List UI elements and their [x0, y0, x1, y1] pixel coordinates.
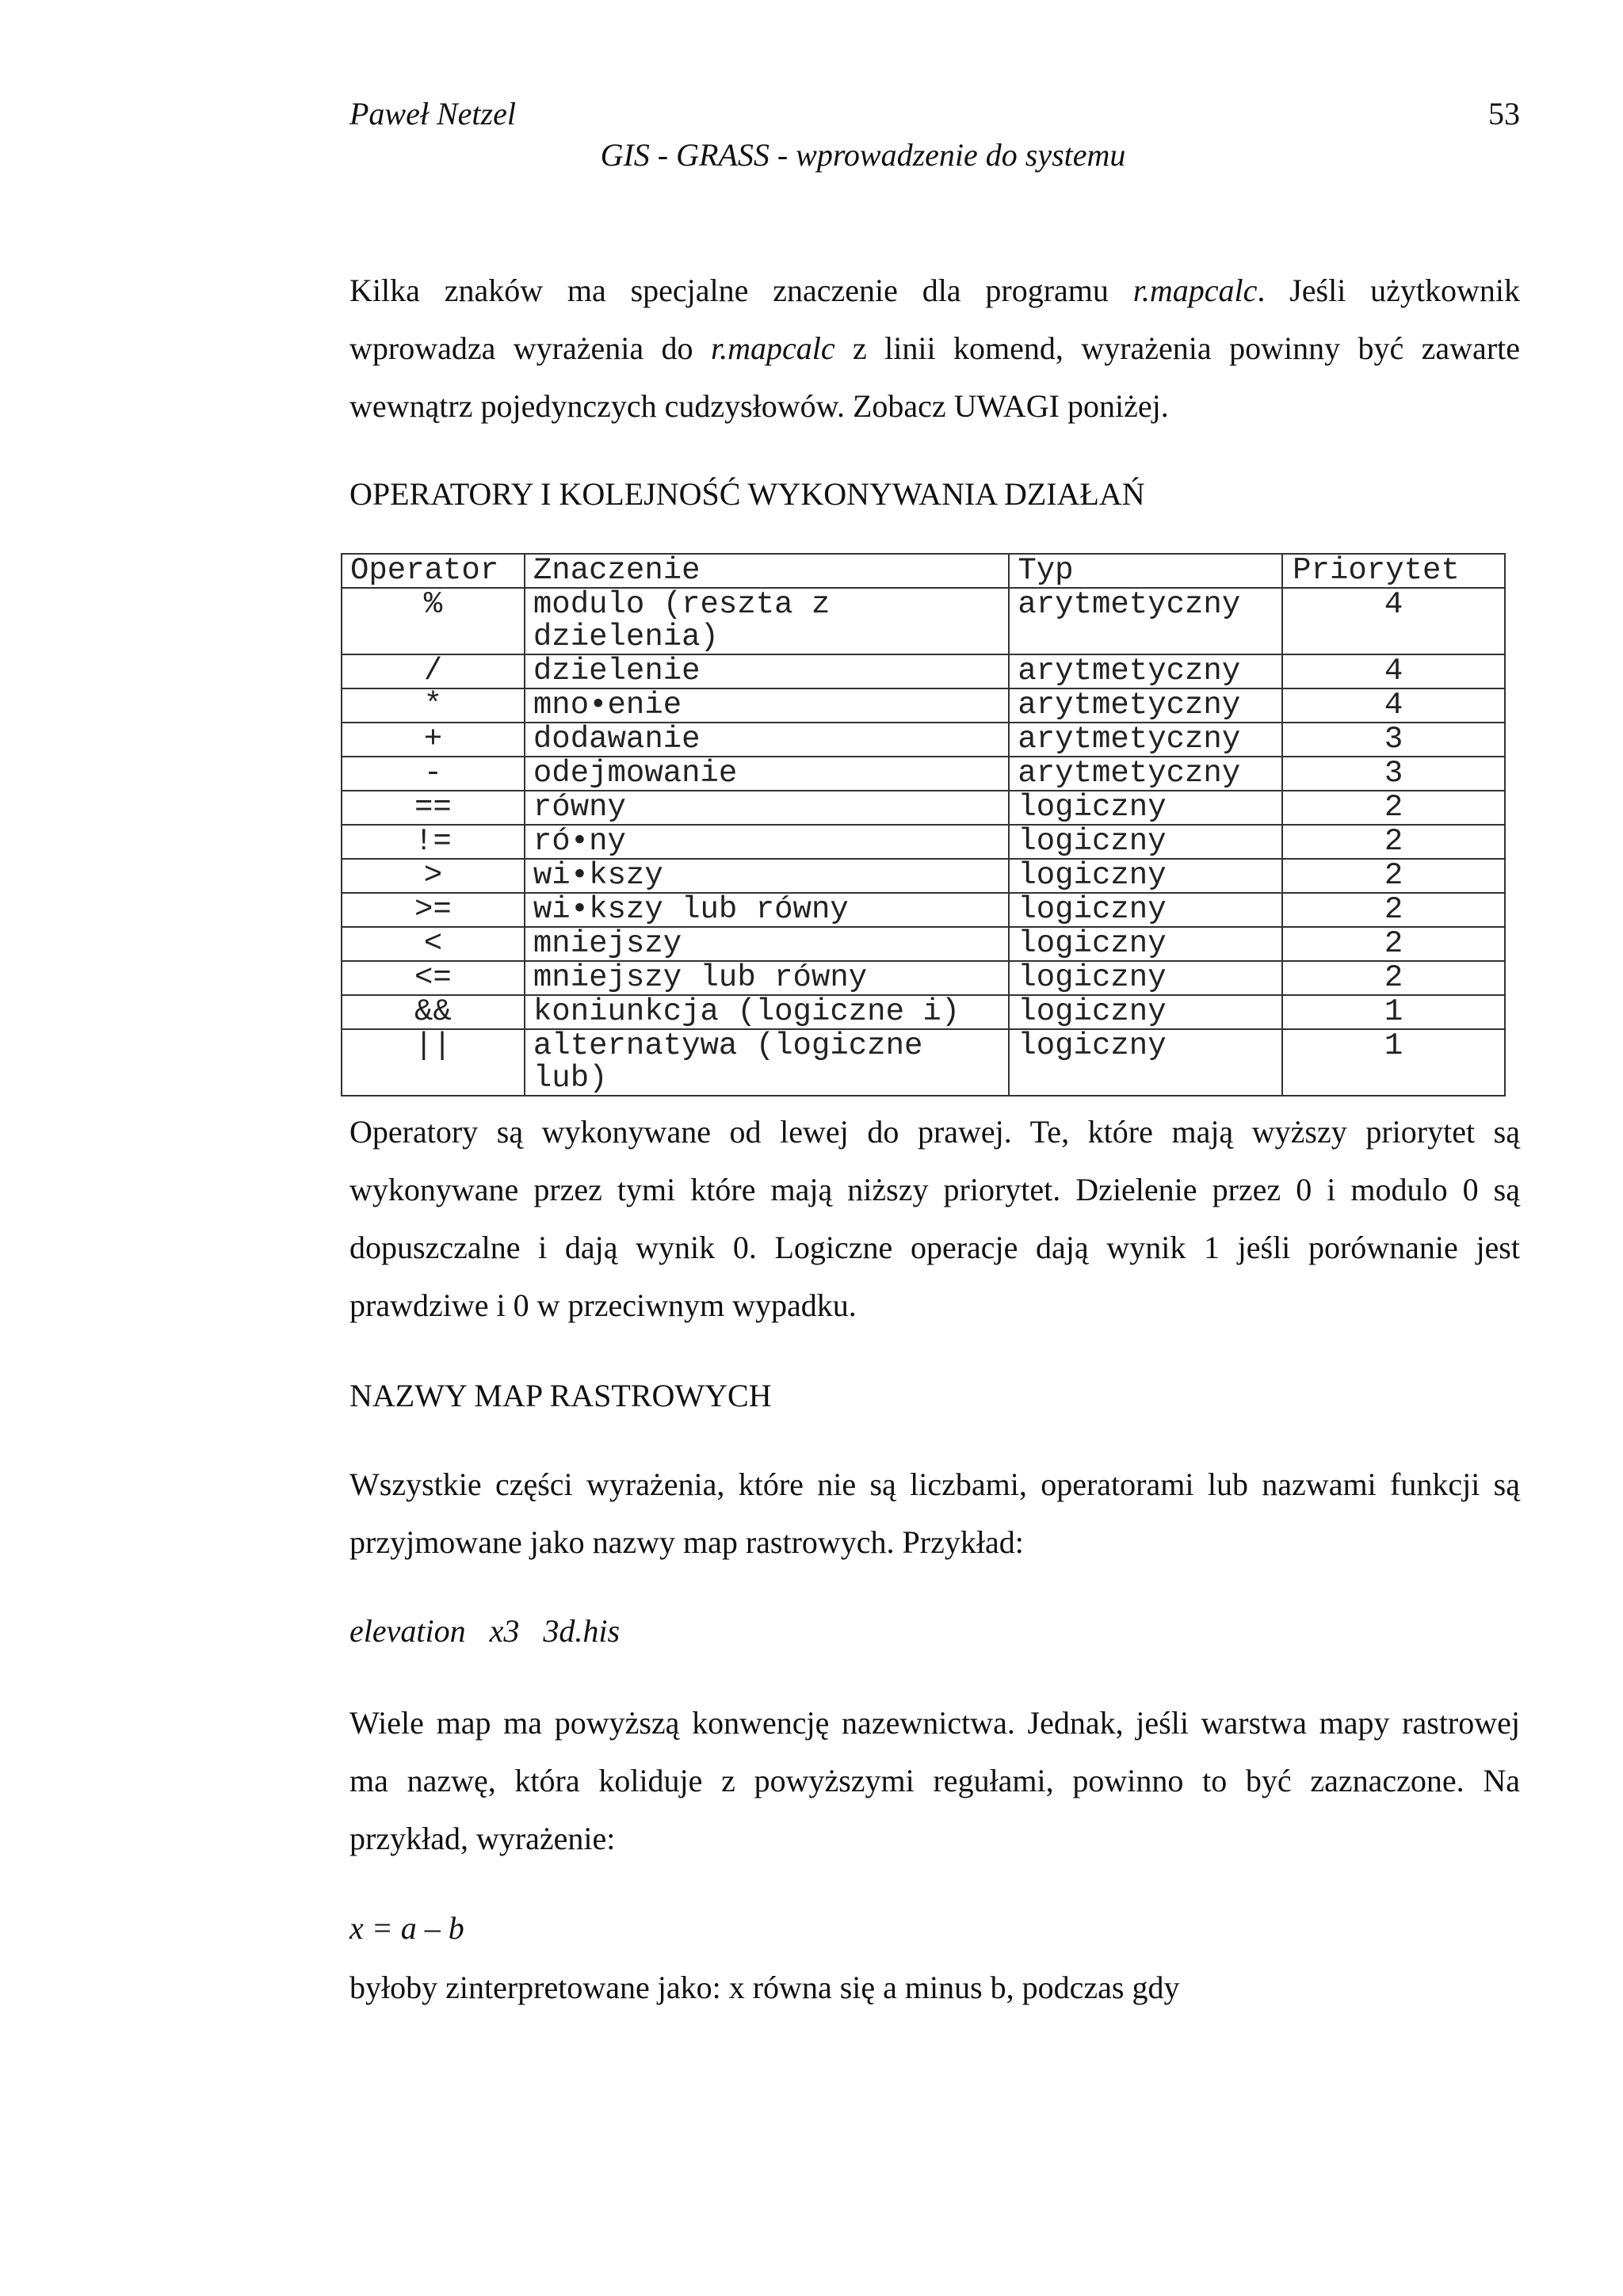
type-cell: arytmetyczny — [1009, 588, 1282, 654]
priority-cell: 2 — [1282, 961, 1505, 995]
raster-example: elevation x3 3d.his — [349, 1613, 621, 1649]
meaning-cell: ró•ny — [525, 825, 1009, 859]
meaning-cell: modulo (reszta z dzielenia) — [525, 588, 1009, 654]
naming-paragraph: Wiele map ma powyższą konwencję nazewnictwa. Jednak, jeśli warstwa mapy rastrowej ma nazwę, która koliduje z powyższymi regułami, powinno to być zaznaczone. Na przykład, wyrażenie: — [349, 1705, 1520, 1856]
meaning-cell: mniejszy lub równy — [525, 961, 1009, 995]
operator-cell: || — [342, 1029, 525, 1096]
section-heading-operators: OPERATORY I KOLEJNOŚĆ WYKONYWANIA DZIAŁAŃ — [349, 476, 1145, 512]
operator-cell: == — [342, 791, 525, 825]
header-title: GIS - GRASS - wprowadzenie do systemu — [600, 137, 1126, 173]
priority-cell: 2 — [1282, 893, 1505, 927]
intro-text-1: Kilka znaków ma specjalne znaczenie dla programu — [349, 273, 1133, 308]
type-cell: arytmetyczny — [1009, 688, 1282, 723]
type-cell: logiczny — [1009, 825, 1282, 859]
priority-cell: 4 — [1282, 588, 1505, 654]
meaning-cell: odejmowanie — [525, 757, 1009, 791]
intro-text-2: . Jeśli użytkownik wprowadza wyrażenia do — [349, 273, 1521, 366]
table-row — [342, 791, 1505, 825]
type-cell: logiczny — [1009, 927, 1282, 961]
operator-cell: && — [342, 995, 525, 1029]
table-row — [342, 825, 1505, 859]
type-cell: logiczny — [1009, 893, 1282, 927]
section-heading-raster-names: NAZWY MAP RASTROWYCH — [349, 1378, 772, 1413]
operators-paragraph: Operatory są wykonywane od lewej do prawej. Te, które mają wyższy priorytet są wykonywane przez tymi które mają niższy priorytet. Dzielenie przez 0 i modulo 0 są dopuszczalne i dają wynik 0. Logiczne operacje dają wynik 1 jeśli porównanie jest prawdziwe i 0 w przeciwnym wypadku. — [349, 1114, 1520, 1323]
priority-cell: 2 — [1282, 791, 1505, 825]
type-cell: logiczny — [1009, 1029, 1282, 1096]
meaning-cell: równy — [525, 791, 1009, 825]
raster-names-paragraph: Wszystkie części wyrażenia, które nie są liczbami, operatorami lub nazwami funkcji są przyjmowane jako nazwy map rastrowych. Przykład: — [349, 1466, 1520, 1560]
intro-command-1: r.mapcalc — [1132, 273, 1258, 308]
table-row — [342, 995, 1505, 1029]
operator-cell: != — [342, 825, 525, 859]
column-header-operator: Operator — [342, 554, 525, 588]
priority-cell: 1 — [1282, 995, 1505, 1029]
type-cell: logiczny — [1009, 859, 1282, 893]
table-header-row — [342, 554, 1505, 588]
operator-cell: > — [342, 859, 525, 893]
priority-cell: 3 — [1282, 757, 1505, 791]
meaning-cell: mniejszy — [525, 927, 1009, 961]
column-header-priority: Priorytet — [1282, 554, 1505, 588]
operator-cell: - — [342, 757, 525, 791]
table-row — [342, 723, 1505, 757]
intro-paragraph — [349, 261, 1520, 435]
table-row — [342, 654, 1505, 688]
intro-text-3: z linii komend, wyrażenia powinny być zawarte wewnątrz pojedynczych cudzysłowów. Zobacz UWAGI poniżej. — [349, 330, 1521, 424]
priority-cell: 4 — [1282, 654, 1505, 688]
meaning-cell: dodawanie — [525, 723, 1009, 757]
table-row — [342, 961, 1505, 995]
operators-table — [341, 553, 1506, 1097]
priority-cell: 3 — [1282, 723, 1505, 757]
table-row — [342, 1029, 1505, 1096]
operator-cell: < — [342, 927, 525, 961]
operator-cell: / — [342, 654, 525, 688]
column-header-meaning: Znaczenie — [525, 554, 1009, 588]
table-row — [342, 757, 1505, 791]
meaning-cell: dzielenie — [525, 654, 1009, 688]
type-cell: logiczny — [1009, 995, 1282, 1029]
operator-cell: % — [342, 588, 525, 654]
operator-cell: * — [342, 688, 525, 723]
operator-cell: <= — [342, 961, 525, 995]
expression-example: x = a – b — [349, 1910, 464, 1946]
priority-cell: 2 — [1282, 825, 1505, 859]
page-number: 53 — [1488, 96, 1520, 132]
type-cell: logiczny — [1009, 791, 1282, 825]
meaning-cell: wi•kszy lub równy — [525, 893, 1009, 927]
priority-cell: 1 — [1282, 1029, 1505, 1096]
operator-cell: >= — [342, 893, 525, 927]
type-cell: arytmetyczny — [1009, 654, 1282, 688]
meaning-cell: alternatywa (logiczne lub) — [525, 1029, 1009, 1096]
table-row — [342, 927, 1505, 961]
header-author: Paweł Netzel — [349, 96, 516, 132]
column-header-type: Typ — [1009, 554, 1282, 588]
table-row — [342, 588, 1505, 654]
priority-cell: 4 — [1282, 688, 1505, 723]
table-row — [342, 893, 1505, 927]
priority-cell: 2 — [1282, 859, 1505, 893]
meaning-cell: wi•kszy — [525, 859, 1009, 893]
final-line: byłoby zinterpretowane jako: x równa się a minus b, podczas gdy — [349, 1970, 1180, 2005]
meaning-cell: mno•enie — [525, 688, 1009, 723]
type-cell: logiczny — [1009, 961, 1282, 995]
intro-command-2: r.mapcalc — [710, 330, 835, 366]
type-cell: arytmetyczny — [1009, 757, 1282, 791]
table-row — [342, 688, 1505, 723]
operator-cell: + — [342, 723, 525, 757]
table-row — [342, 859, 1505, 893]
meaning-cell: koniunkcja (logiczne i) — [525, 995, 1009, 1029]
priority-cell: 2 — [1282, 927, 1505, 961]
type-cell: arytmetyczny — [1009, 723, 1282, 757]
